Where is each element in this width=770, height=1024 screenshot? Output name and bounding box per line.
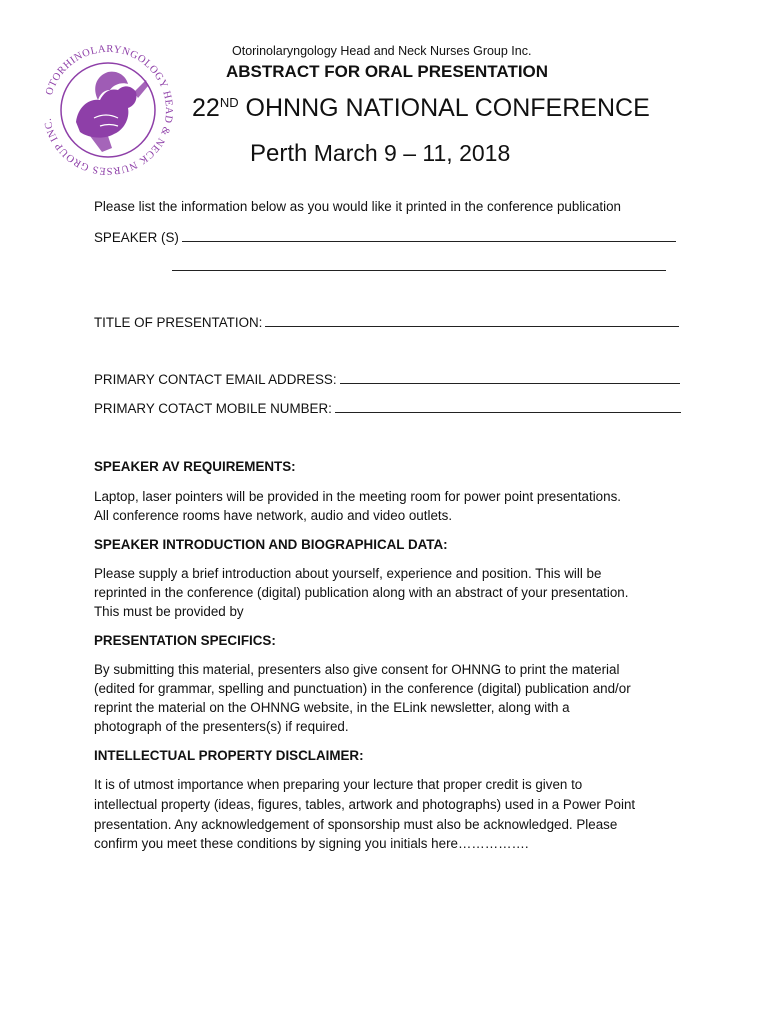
av-heading: SPEAKER AV REQUIREMENTS: <box>94 459 296 474</box>
email-row <box>94 370 680 390</box>
mobile-row <box>94 399 681 419</box>
logo-figure-icon <box>76 72 148 152</box>
conference-title <box>192 94 650 123</box>
ip-heading: INTELLECTUAL PROPERTY DISCLAIMER: <box>94 748 364 763</box>
conference-dates: March 9 – 11, 2018 <box>313 140 511 166</box>
speaker-row <box>94 228 676 248</box>
title-label: TITLE OF PRESENTATION: <box>94 315 263 330</box>
bio-line: reprinted in the conference (digital) publication along with an abstract of your presentation. <box>94 585 629 600</box>
conference-name: OHNNG NATIONAL CONFERENCE <box>245 94 650 122</box>
specifics-heading: PRESENTATION SPECIFICS: <box>94 633 276 648</box>
conference-number: 22 <box>192 94 220 122</box>
logo-ring-text: OTORHINOLARYNGOLOGY HEAD & NECK NURSES GROUP INC. <box>42 43 175 177</box>
abstract-title: ABSTRACT FOR ORAL PRESENTATION <box>226 62 549 81</box>
title-row <box>94 313 679 333</box>
av-line: Laptop, laser pointers will be provided in the meeting room for power point presentations. <box>94 489 621 504</box>
title-field[interactable] <box>265 314 679 327</box>
bio-line: This must be provided by <box>94 604 244 619</box>
speaker-field-2[interactable] <box>172 258 666 271</box>
email-field[interactable] <box>340 371 680 384</box>
ip-line: intellectual property (ideas, figures, tables, artwork and photographs) used in a Power Point <box>94 797 636 812</box>
organization-name: Otorinolaryngology Head and Neck Nurses Group Inc. <box>232 44 532 58</box>
email-label: PRIMARY CONTACT EMAIL ADDRESS: <box>94 372 337 387</box>
mobile-label: PRIMARY COTACT MOBILE NUMBER: <box>94 401 332 416</box>
conference-number-suffix: ND <box>219 95 239 110</box>
bio-line: Please supply a brief introduction about yourself, experience and position. This will be <box>94 566 602 581</box>
conference-city: Perth <box>250 140 308 167</box>
ip-line: confirm you meet these conditions by signing you initials here……………. <box>94 836 529 851</box>
specifics-line: photograph of the presenters(s) if required. <box>94 719 349 734</box>
specifics-line: By submitting this material, presenters also give consent for OHNNG to print the material <box>94 662 620 677</box>
speaker-label: SPEAKER (S) <box>94 230 179 245</box>
form-intro: Please list the information below as you would like it printed in the conference publication <box>94 199 622 214</box>
av-line: All conference rooms have network, audio and video outlets. <box>94 508 453 523</box>
specifics-line: reprint the material on the OHNNG website, in the ELink newsletter, along with a <box>94 700 570 715</box>
bio-heading: SPEAKER INTRODUCTION AND BIOGRAPHICAL DATA: <box>94 537 448 552</box>
ohnng-logo <box>38 40 178 180</box>
ip-line: presentation. Any acknowledgement of sponsorship must also be acknowledged. Please <box>94 817 618 832</box>
specifics-line: (edited for grammar, spelling and punctuation) in the conference (digital) publication and/or <box>94 681 631 696</box>
speaker-field[interactable] <box>182 229 676 242</box>
mobile-field[interactable] <box>335 400 681 413</box>
ip-line: It is of utmost importance when preparing your lecture that proper credit is given to <box>94 777 583 792</box>
conference-location <box>250 140 510 168</box>
